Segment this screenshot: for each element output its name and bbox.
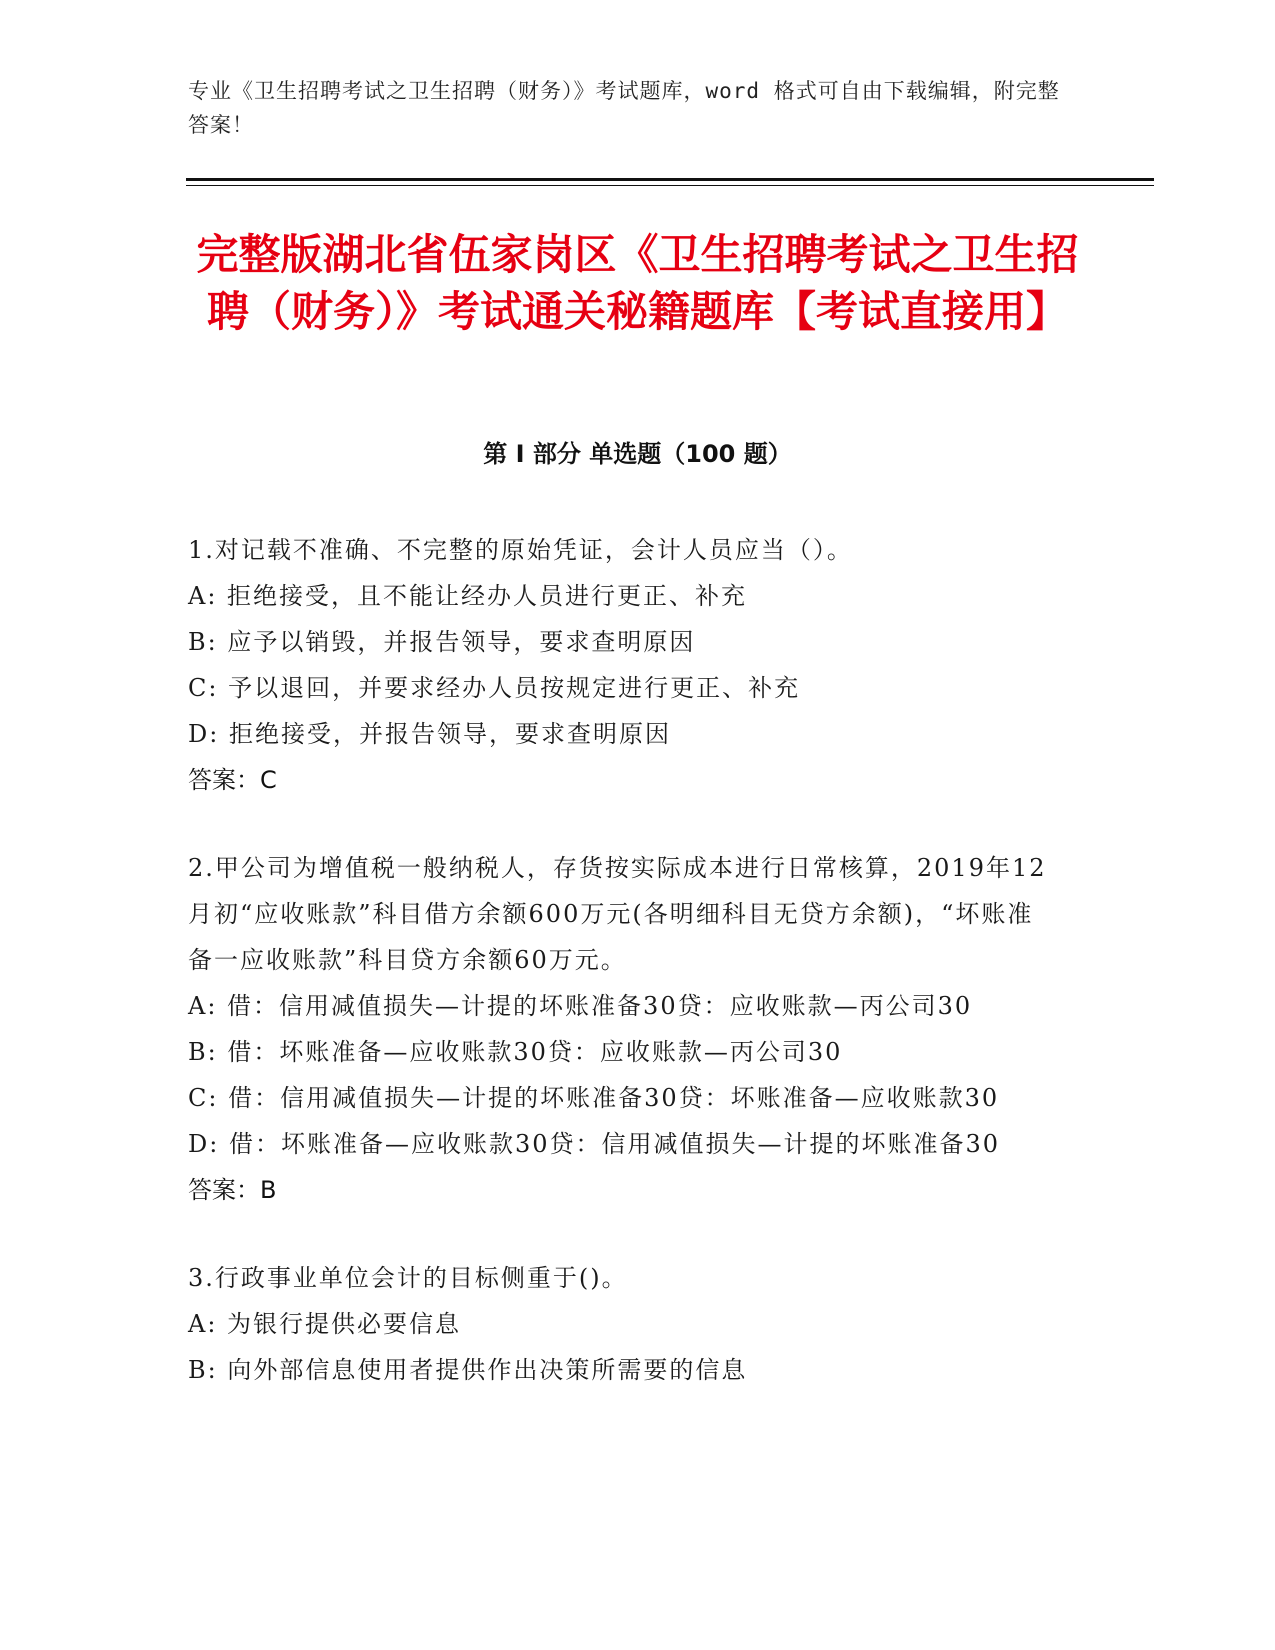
section-title: 第 I 部分 单选题（100 题） bbox=[483, 440, 792, 468]
question-1 bbox=[188, 527, 1058, 803]
option-d: D: 借：坏账准备—应收账款30贷：信用减值损失—计提的坏账准备30 bbox=[188, 1130, 1001, 1158]
option-d: D: 拒绝接受，并报告领导，要求查明原因 bbox=[188, 720, 671, 748]
option-c: C: 予以退回，并要求经办人员按规定进行更正、补充 bbox=[188, 674, 801, 702]
option-a: A: 拒绝接受，且不能让经办人员进行更正、补充 bbox=[188, 582, 748, 610]
option-b: B: 向外部信息使用者提供作出决策所需要的信息 bbox=[188, 1356, 748, 1384]
option-a: A: 借：信用减值损失—计提的坏账准备30贷：应收账款—丙公司30 bbox=[188, 992, 973, 1020]
answer: 答案：B bbox=[188, 1176, 277, 1204]
header-divider-thick bbox=[186, 178, 1154, 181]
option-c: C: 借：信用减值损失—计提的坏账准备30贷：坏账准备—应收账款30 bbox=[188, 1084, 1000, 1112]
header-note: 专业《卫生招聘考试之卫生招聘（财务）》考试题库，word 格式可自由下载编辑，附完整答案！ bbox=[188, 79, 1060, 137]
question-stem: 3.行政事业单位会计的目标侧重于()。 bbox=[188, 1264, 628, 1292]
question-stem: 2.甲公司为增值税一般纳税人，存货按实际成本进行日常核算，2019年12月初“应收账款”科目借方余额600万元(各明细科目无贷方余额)，“坏账准备一应收账款”科目贷方余额60万元。 bbox=[188, 854, 1047, 974]
question-stem: 1.对记载不准确、不完整的原始凭证，会计人员应当（）。 bbox=[188, 536, 853, 564]
question-2 bbox=[188, 845, 1058, 1213]
question-3 bbox=[188, 1255, 1058, 1393]
option-a: A: 为银行提供必要信息 bbox=[188, 1310, 462, 1338]
document-title: 完整版湖北省伍家岗区《卫生招聘考试之卫生招聘（财务）》考试通关秘籍题库【考试直接用】 bbox=[196, 230, 1079, 336]
answer: 答案：C bbox=[188, 766, 277, 794]
question-list bbox=[188, 527, 1058, 1435]
option-b: B: 借：坏账准备—应收账款30贷：应收账款—丙公司30 bbox=[188, 1038, 843, 1066]
header-divider-thin bbox=[186, 185, 1154, 186]
option-b: B: 应予以销毁，并报告领导，要求查明原因 bbox=[188, 628, 696, 656]
